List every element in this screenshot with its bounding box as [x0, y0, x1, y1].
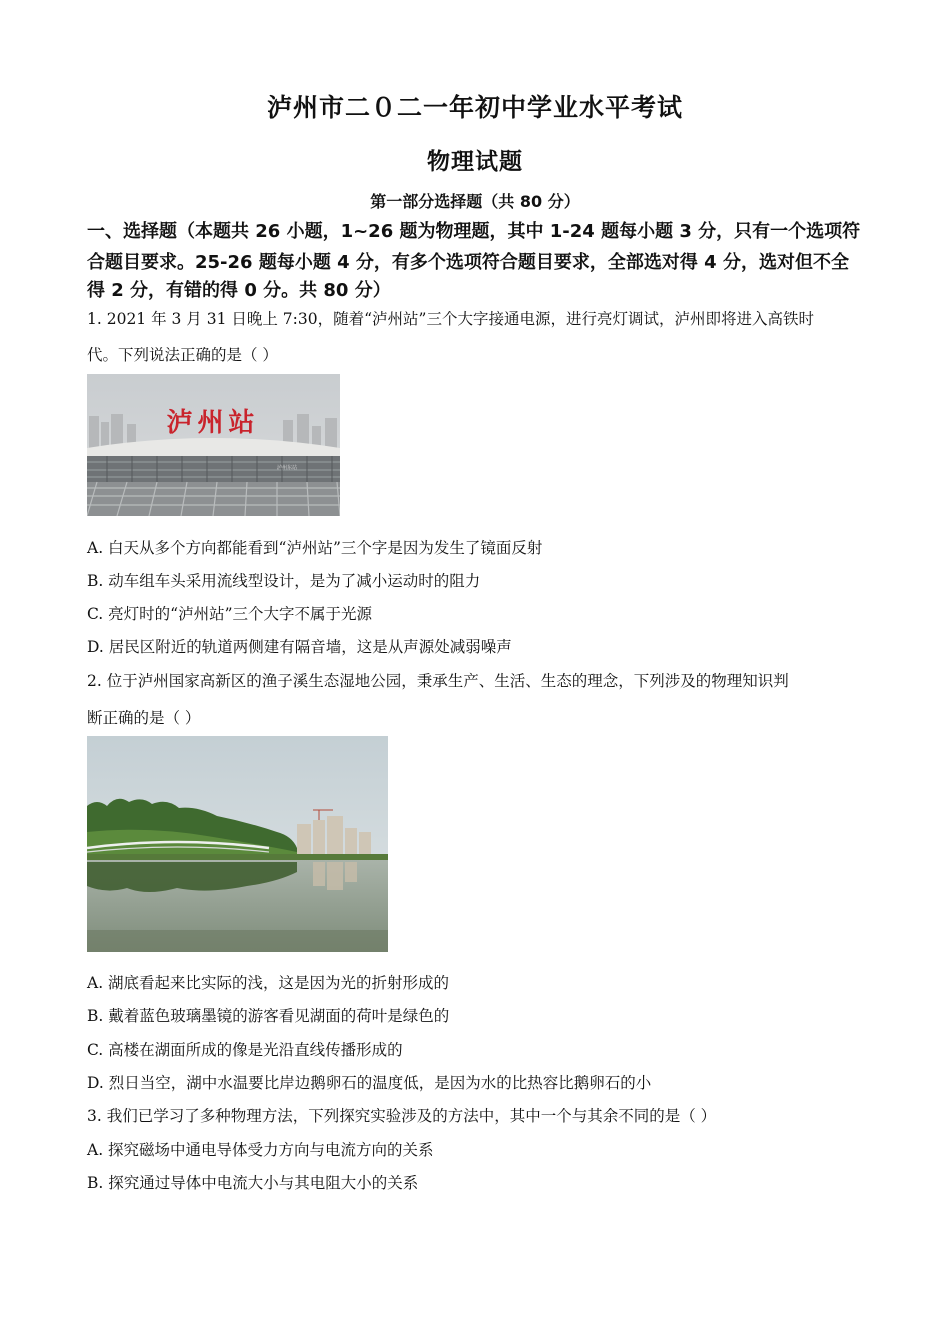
instructions-line-3: 得 2 分，有错的得 0 分。共 80 分）	[87, 280, 391, 301]
luzhou-station-photo	[87, 374, 340, 516]
question-2-option-a: A. 湖底看起来比实际的浅，这是因为光的折射形成的	[87, 974, 450, 992]
station-sign-text: 泸州站	[166, 408, 260, 438]
question-3-option-a: A. 探究磁场中通电导体受力方向与电流方向的关系	[87, 1141, 434, 1159]
question-3-stem: 3. 我们已学习了多种物理方法，下列探究实验涉及的方法中，其中一个与其余不同的是（ ）	[87, 1107, 717, 1125]
question-1-option-a: A. 白天从多个方向都能看到“泸州站”三个字是因为发生了镜面反射	[87, 539, 543, 557]
question-2-option-d: D. 烈日当空，湖中水温要比岸边鹅卵石的温度低，是因为水的比热容比鹅卵石的小	[87, 1074, 652, 1092]
question-3-option-b: B. 探究通过导体中电流大小与其电阻大小的关系	[87, 1174, 419, 1192]
question-2-option-b: B. 戴着蓝色玻璃墨镜的游客看见湖面的荷叶是绿色的	[87, 1007, 450, 1025]
question-2-option-c: C. 高楼在湖面所成的像是光沿直线传播形成的	[87, 1041, 403, 1059]
wetland-park-photo	[87, 736, 388, 952]
question-1-option-b: B. 动车组车头采用流线型设计，是为了减小运动时的阻力	[87, 572, 481, 590]
question-1-stem-line-1: 1. 2021 年 3 月 31 日晚上 7:30，随着“泸州站”三个大字接通电源，进行亮灯调试，泸州即将进入高铁时	[87, 310, 814, 328]
question-2-stem-line-2: 断正确的是（ ）	[87, 709, 201, 727]
question-1-option-c: C. 亮灯时的“泸州站”三个大字不属于光源	[87, 605, 373, 623]
question-1-option-d: D. 居民区附近的轨道两侧建有隔音墙，这是从声源处减弱噪声	[87, 638, 512, 656]
part-heading: 第一部分选择题（共 80 分）	[370, 192, 580, 211]
instructions-line-1: 一、选择题（本题共 26 小题，1~26 题为物理题，其中 1-24 题每小题 3 分，只有一个选项符	[87, 221, 861, 242]
subject-title: 物理试题	[427, 149, 523, 175]
question-1-stem-line-2: 代。下列说法正确的是（ ）	[87, 346, 278, 364]
instructions-line-2: 合题目要求。25-26 题每小题 4 分，有多个选项符合题目要求，全部选对得 4 分，选对但不全	[87, 252, 849, 273]
exam-title: 泸州市二０二一年初中学业水平考试	[266, 93, 683, 122]
station-small-sign: 泸州东站	[277, 465, 298, 471]
question-2-stem-line-1: 2. 位于泸州国家高新区的渔子溪生态湿地公园，秉承生产、生活、生态的理念，下列涉及的物理知识判	[87, 672, 789, 690]
